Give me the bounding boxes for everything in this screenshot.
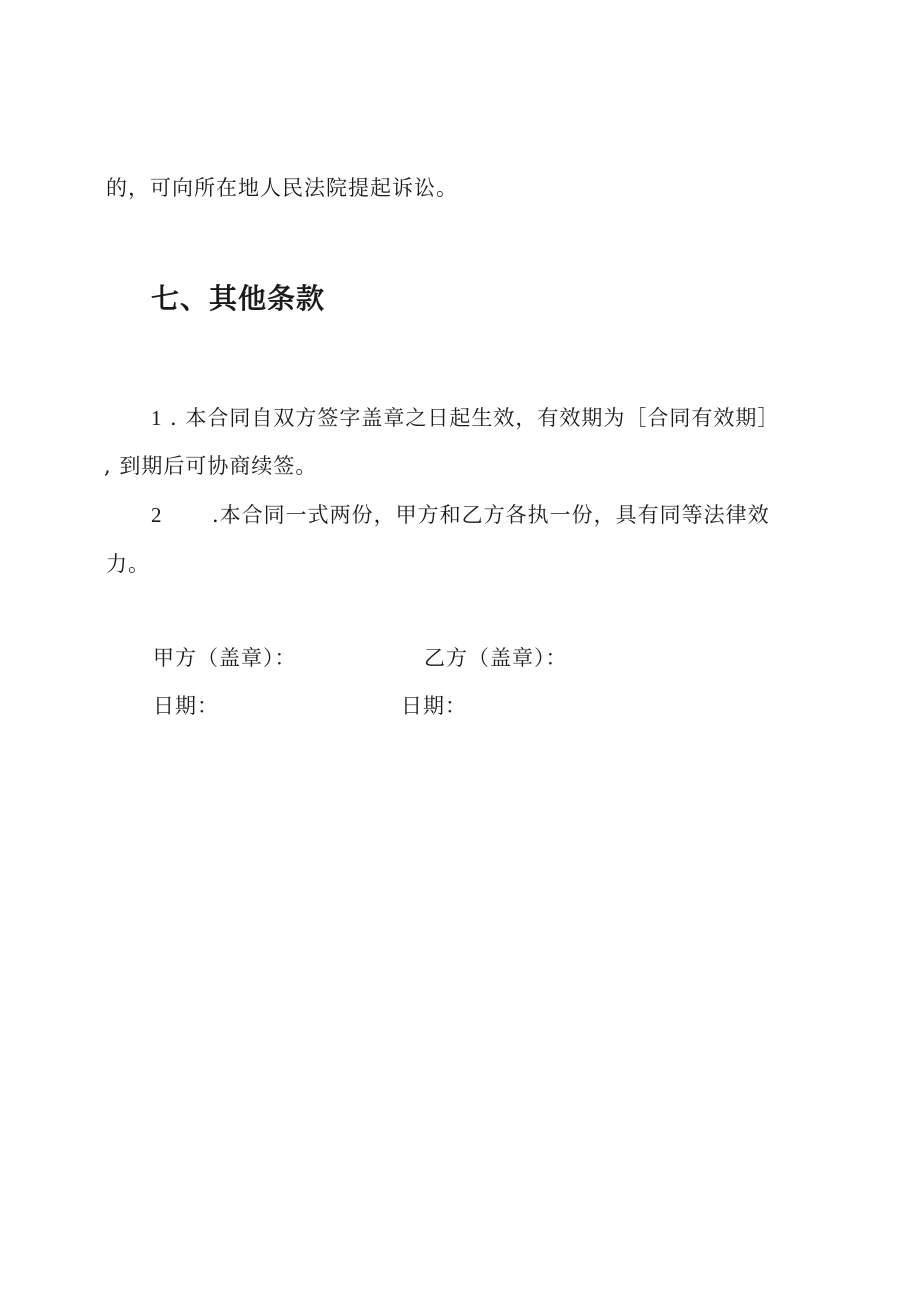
party-b-seal-label: 乙方（盖章）：	[424, 646, 568, 670]
clause-number: 2	[151, 503, 163, 527]
section-heading: 七、其他条款	[151, 282, 326, 315]
clause-text-line-1: . 本合同自双方签字盖章之日起生效，有效期为［合同有效期］	[170, 406, 780, 430]
clause-number: 1	[151, 406, 163, 430]
party-b-date-label: 日期：	[401, 694, 467, 718]
clause-text-line-1: .本合同一式两份，甲方和乙方各执一份，具有同等法律效	[212, 503, 770, 527]
clause-text-line-2: , 到期后可协商续签。	[104, 454, 318, 478]
clause-text-line-2: 力。	[106, 552, 150, 576]
continuation-text: 的，可向所在地人民法院提起诉讼。	[106, 176, 458, 200]
party-a-date-label: 日期：	[153, 694, 219, 718]
party-a-seal-label: 甲方（盖章）：	[153, 646, 297, 670]
